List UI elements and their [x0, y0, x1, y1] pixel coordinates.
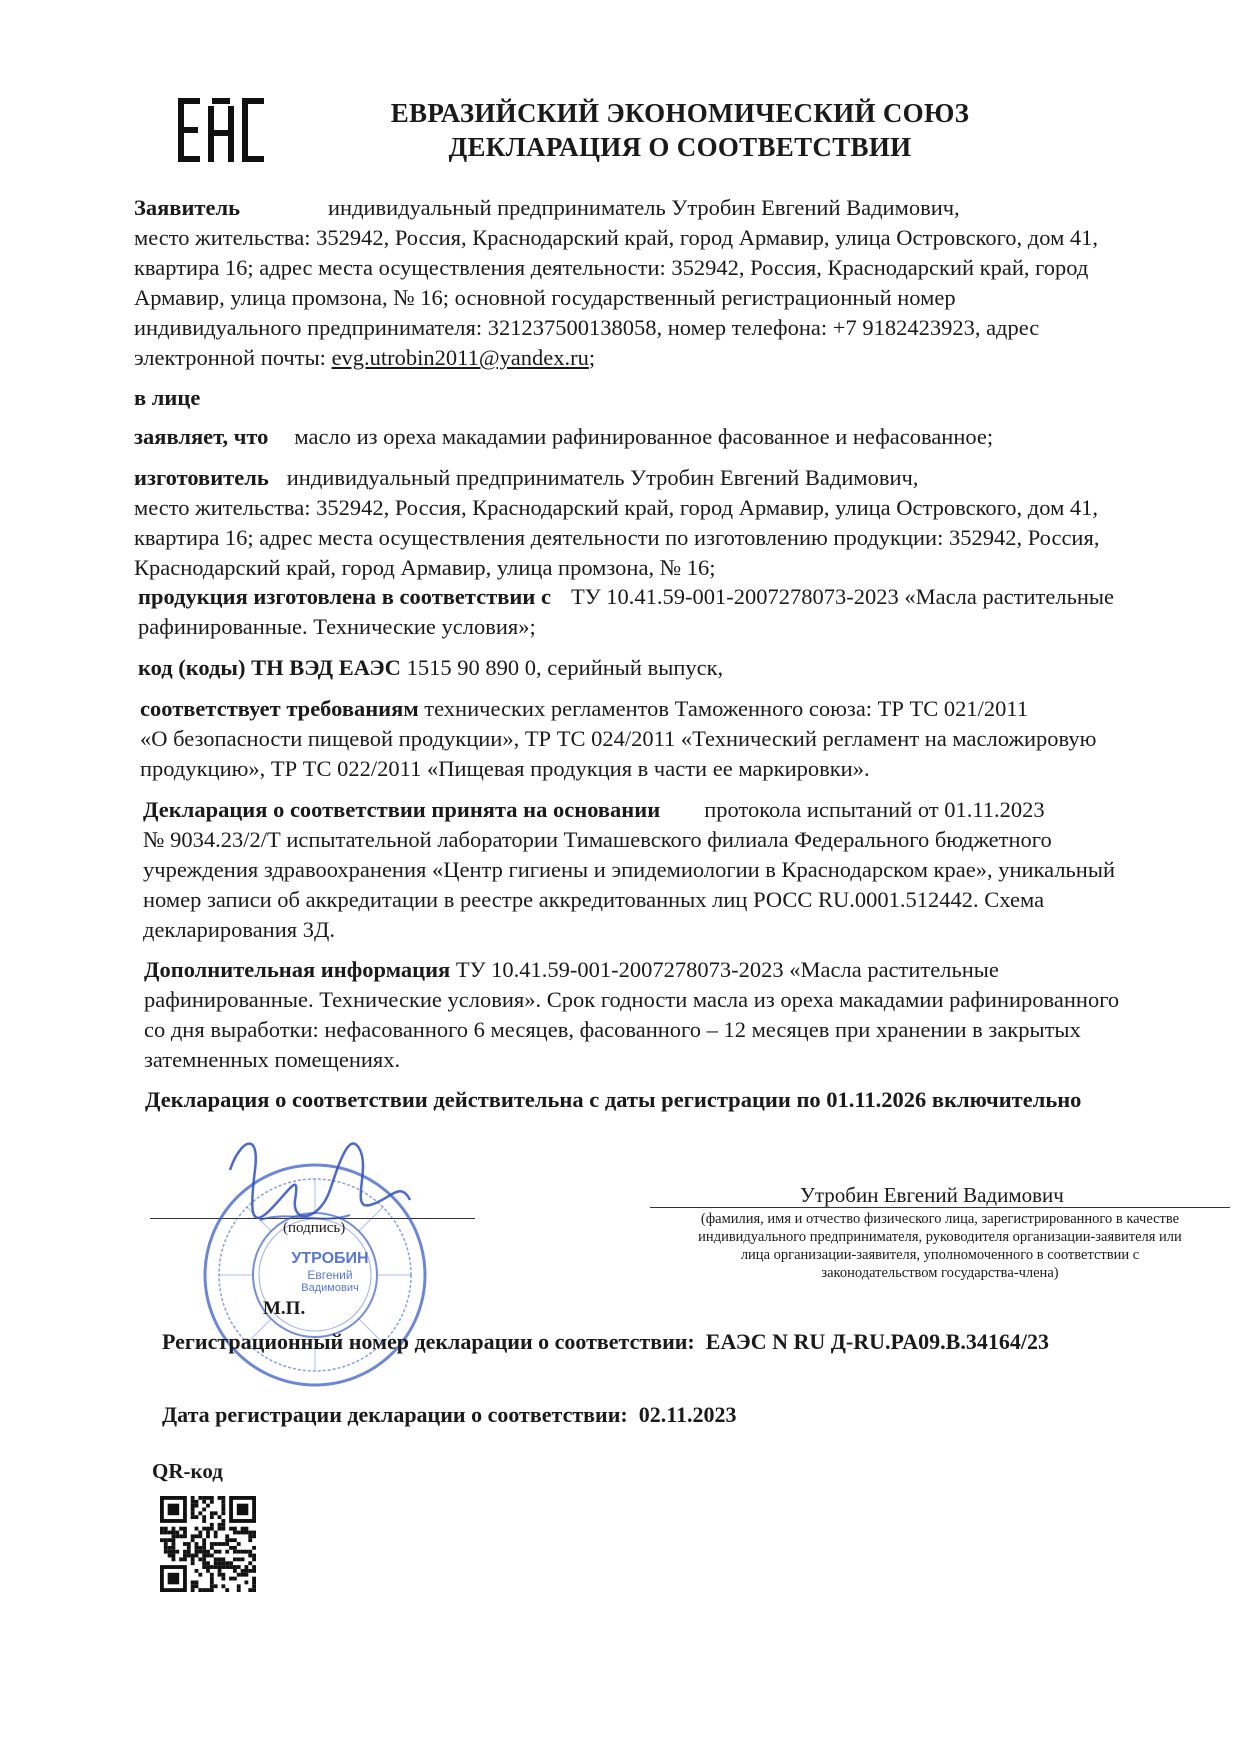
manufacturer-line-3: квартира 16; адрес места осуществления деятельности по изготовлению продукции: 352942, Россия, — [134, 525, 1100, 550]
applicant-line-5: индивидуального предпринимателя: 321237500138058, номер телефона: +7 9182423923, адрес — [134, 315, 1040, 340]
basis-line-4: номер записи об аккредитации в реестре аккредитованных лиц РОСС RU.0001.512442. Схема — [143, 887, 1045, 912]
eac-logo — [176, 96, 266, 164]
mp-label: М.П. — [263, 1298, 306, 1319]
header-union: ЕВРАЗИЙСКИЙ ЭКОНОМИЧЕСКИЙ СОЮЗ — [390, 98, 970, 128]
applicant-line-2: место жительства: 352942, Россия, Краснодарский край, город Армавир, улица Островского, дом 41, — [134, 225, 1099, 250]
complies-line-1: соответствует требованиям технических регламентов Таможенного союза: ТР ТС 021/2011 — [140, 696, 1029, 721]
applicant-line-3: квартира 16; адрес места осуществления деятельности: 352942, Россия, Краснодарский край, город — [134, 255, 1089, 280]
stamp-center-text: УТРОБИН Евгений Вадимович — [291, 1250, 369, 1294]
basis-line-2: № 9034.23/2/Т испытательной лаборатории Тимашевского филиала Федерального бюджетного — [143, 827, 1052, 852]
additional-label: Дополнительная информация — [144, 957, 451, 982]
applicant-line-1: Заявитель индивидуальный предприниматель Утробин Евгений Вадимович, — [134, 195, 960, 220]
code-value: 1515 90 890 0, серийный выпуск, — [406, 655, 724, 680]
complies-label: соответствует требованиям — [140, 696, 419, 721]
validity-statement: Декларация о соответствии действительна с даты регистрации по 01.11.2026 включительно — [145, 1087, 1082, 1112]
product-name: масло из ореха макадамии рафинированное фасованное и нефасованное; — [294, 424, 994, 449]
name-caption: (фамилия, имя и отчество физического лица, зарегистрированного в качестве индивидуального предпринимателя, руководителя организации-заявителя или лица организации-заявителя, уполномоченного в соответствии с законодательством государства-члена) — [698, 1211, 1182, 1281]
complies-line-3: продукцию», ТР ТС 022/2011 «Пищевая продукция в части ее маркировки». — [140, 756, 870, 781]
applicant-line-6: электронной почты: evg.utrobin2011@yandex.ru; — [134, 345, 596, 370]
handwritten-signature — [200, 1110, 430, 1270]
produced-label: продукция изготовлена в соответствии с — [138, 584, 551, 609]
additional-line-3: со дня выработки: нефасованного 6 месяцев, фасованного – 12 месяцев при хранении в закрытых — [144, 1017, 1081, 1042]
applicant-line-4: Армавир, улица промзона, № 16; основной государственный регистрационный номер — [134, 285, 956, 310]
name-line — [650, 1207, 1230, 1208]
applicant-email-link[interactable]: evg.utrobin2011@yandex.ru — [331, 345, 589, 370]
qr-label: QR-код — [152, 1459, 223, 1483]
manufacturer-line-4: Краснодарский край, город Армавир, улица промзона, № 16; — [134, 555, 716, 580]
basis-label: Декларация о соответствии принята на основании — [143, 797, 661, 822]
produced-line-1: продукция изготовлена в соответствии с ТУ 10.41.59-001-2007278073-2023 «Масла растительные — [138, 584, 1115, 609]
signature-caption: (подпись) — [283, 1220, 346, 1236]
signatory-name: Утробин Евгений Вадимович — [800, 1183, 1064, 1207]
person-label: в лице — [134, 385, 201, 410]
header-title: ДЕКЛАРАЦИЯ О СООТВЕТСТВИИ — [448, 132, 912, 162]
declares-label: заявляет, что — [134, 424, 269, 449]
registration-date-line: Дата регистрации декларации о соответствии: 02.11.2023 — [162, 1402, 737, 1427]
applicant-label: Заявитель — [134, 195, 240, 220]
additional-line-1: Дополнительная информация ТУ 10.41.59-001-2007278073-2023 «Масла растительные — [144, 957, 999, 982]
code-label: код (коды) ТН ВЭД ЕАЭС — [138, 655, 401, 680]
qr-code[interactable] — [160, 1496, 256, 1592]
document-header — [300, 96, 1060, 164]
registration-number: ЕАЭС N RU Д-RU.PA09.B.34164/23 — [705, 1329, 1049, 1354]
registration-date: 02.11.2023 — [638, 1402, 737, 1427]
additional-line-2: рафинированные. Технические условия». Срок годности масла из ореха макадамии рафинированного — [144, 987, 1120, 1012]
basis-line-5: декларирования 3Д. — [143, 917, 335, 942]
manufacturer-label: изготовитель — [134, 465, 269, 490]
additional-line-4: затемненных помещениях. — [144, 1047, 401, 1072]
basis-line-1: Декларация о соответствии принята на основании протокола испытаний от 01.11.2023 — [143, 797, 1045, 822]
basis-line-3: учреждения здравоохранения «Центр гигиены и эпидемиологии в Краснодарском крае», уникальный — [143, 857, 1116, 882]
registration-number-line: Регистрационный номер декларации о соответствии: ЕАЭС N RU Д-RU.PA09.B.34164/23 — [162, 1329, 1049, 1354]
manufacturer-line-2: место жительства: 352942, Россия, Краснодарский край, город Армавир, улица Островского, дом 41, — [134, 495, 1099, 520]
manufacturer-line-1: изготовитель индивидуальный предприниматель Утробин Евгений Вадимович, — [134, 465, 919, 490]
complies-line-2: «О безопасности пищевой продукции», ТР ТС 024/2011 «Технический регламент на масложировую — [140, 726, 1097, 751]
code-line — [138, 653, 1218, 683]
produced-line-2: рафинированные. Технические условия»; — [138, 614, 536, 639]
declares-line — [134, 422, 1214, 452]
